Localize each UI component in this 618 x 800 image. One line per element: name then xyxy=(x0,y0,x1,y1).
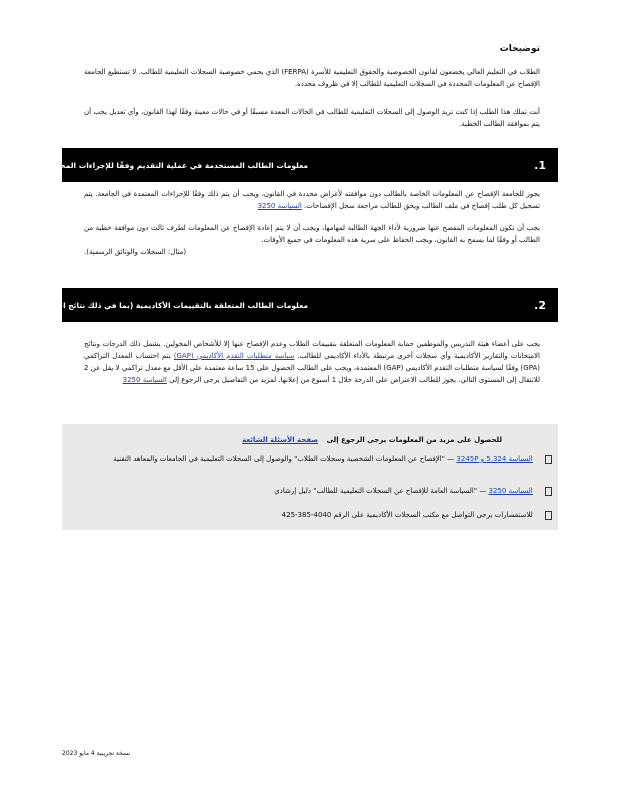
reference-item xyxy=(72,486,552,496)
page-title: توضيحات xyxy=(499,44,540,54)
policy-link[interactable]: السياسة 3250 xyxy=(488,487,533,495)
section-body-text: يجوز للجامعة الإفصاح عن المعلومات الخاصة بالطالب دون موافقته لأغراض محددة في القانون، ويجب أن يتم ذلك وفقًا للإجراءات المعتمدة في الجامعة. يتم تسجيل كل طلب إفصاح في ملف الطالب ويحق للطالب مراجعة سجل الإفصاحات. xyxy=(84,190,540,210)
policy-3250-link[interactable]: السياسة 3250 xyxy=(122,376,167,384)
section-1-body xyxy=(84,188,540,258)
intro-text-2: أنت تملك هذا الطلب إذا كنت تريد الوصول إلى السجلات التعليمية للطالب في الحالات المعدة مسبقًا أو في حالات معينة وفقًا لهذا القانون، وأي تعديل يجب أن يتم بموافقة الطالب الخطية. xyxy=(84,108,540,128)
checkbox-icon xyxy=(545,487,552,496)
policy-link[interactable]: السياسة 5.324 و 3245P xyxy=(456,455,533,463)
section-title: معلومات الطالب المتعلقة بالتقييمات الأكاديمية (بما في ذلك نتائج اختبارات القبول) xyxy=(3,300,308,310)
section-body-text: يجب على أعضاء هيئة التدريس والموظفين حماية المعلومات المتعلقة بتقييمات الطلاب وعدم الإفصاح عنها إلا للأشخاص المخولين. يشمل ذلك الدرجات ونتائج الامتحانات والتقارير الأكاديمية وأي سجلات أخرى مرتبطة بالأداء الأكاديمي للطالب. xyxy=(84,340,540,360)
section-number: 2. xyxy=(534,298,546,312)
section-body-text-2: يجب أن تكون المعلومات المفصح عنها ضرورية لأداء الجهة الطالبة لمهامها، ويجب أن لا يتم إعادة الإفصاح عن المعلومات لطرف ثالث دون موافقة خطية من الطالب أو وفقًا لما يسمح به القانون، ويجب الحفاظ على سرية هذه المعلومات في جميع الأوقات. xyxy=(84,224,540,244)
reference-text: — "الإفصاح عن المعلومات الشخصية وسجلات الطلاب" والوصول إلى السجلات التعليمية في الجامعات والمعاهد التقنية xyxy=(113,455,455,463)
reference-text: — "السياسة العامة للإفصاح عن السجلات التعليمية للطالب" دليل إرشادي xyxy=(274,487,487,495)
reference-item xyxy=(72,454,552,464)
references-heading-text: للحصول على مزيد من المعلومات يرجى الرجوع إلى xyxy=(326,436,502,444)
section-title: معلومات الطالب المستخدمة في عملية التقديم وفقًا للإجراءات المحددة xyxy=(47,160,308,170)
reference-text: للاستفسارات يرجى التواصل مع مكتب السجلات الأكاديمية على الرقم 4040-385-425 xyxy=(281,511,533,519)
section-2-header xyxy=(3,288,558,322)
faq-link[interactable]: صفحة الأسئلة الشائعة xyxy=(242,436,319,444)
section-body-text-2: يتم احتساب المعدل التراكمي (GPA) وفقًا لسياسة متطلبات التقدم الأكاديمي (GAP) المعتمدة، ويجب على الطالب الحصول على 15 ساعة معتمدة على الأقل مع معدل تراكمي لا يقل عن 2 للانتقال إلى المستوى التالي. يجوز للطالب الاعتراض على الدرجة خلال 1 أسبوع من إعلانها. xyxy=(84,352,540,384)
references-box xyxy=(62,424,558,530)
footer-text: نسخة تجريبية 4 مايو 2023 xyxy=(62,750,131,757)
reference-item xyxy=(72,510,552,520)
gap-policy-link[interactable]: سياسة متطلبات التقدم الأكاديمي (GAP) xyxy=(173,352,295,360)
section-1-header xyxy=(47,148,558,182)
section-body-text-3: لمزيد من التفاصيل يرجى الرجوع إلى xyxy=(169,376,277,384)
checkbox-icon xyxy=(545,455,552,464)
intro-text-1: الطلاب في التعليم العالي يخضعون لقانون الخصوصية والحقوق التعليمية للأسرة (FERPA) الذي يحمي خصوصية السجلات التعليمية للطالب. لا تستطيع الجامعة الإفصاح عن المعلومات المحددة في السجلات التعليمية للطالب إلا في ظروف محددة. xyxy=(84,68,540,88)
checkbox-icon xyxy=(545,511,552,520)
section-note: (مثال: السجلات والوثائق الرسمية). xyxy=(84,248,187,256)
policy-3250-link[interactable]: السياسة 3250 xyxy=(257,202,302,210)
section-number: 1. xyxy=(534,158,546,172)
intro-paragraph xyxy=(84,66,540,90)
intro-paragraph-2 xyxy=(84,106,540,130)
references-heading xyxy=(242,436,502,444)
section-2-body xyxy=(84,338,540,386)
